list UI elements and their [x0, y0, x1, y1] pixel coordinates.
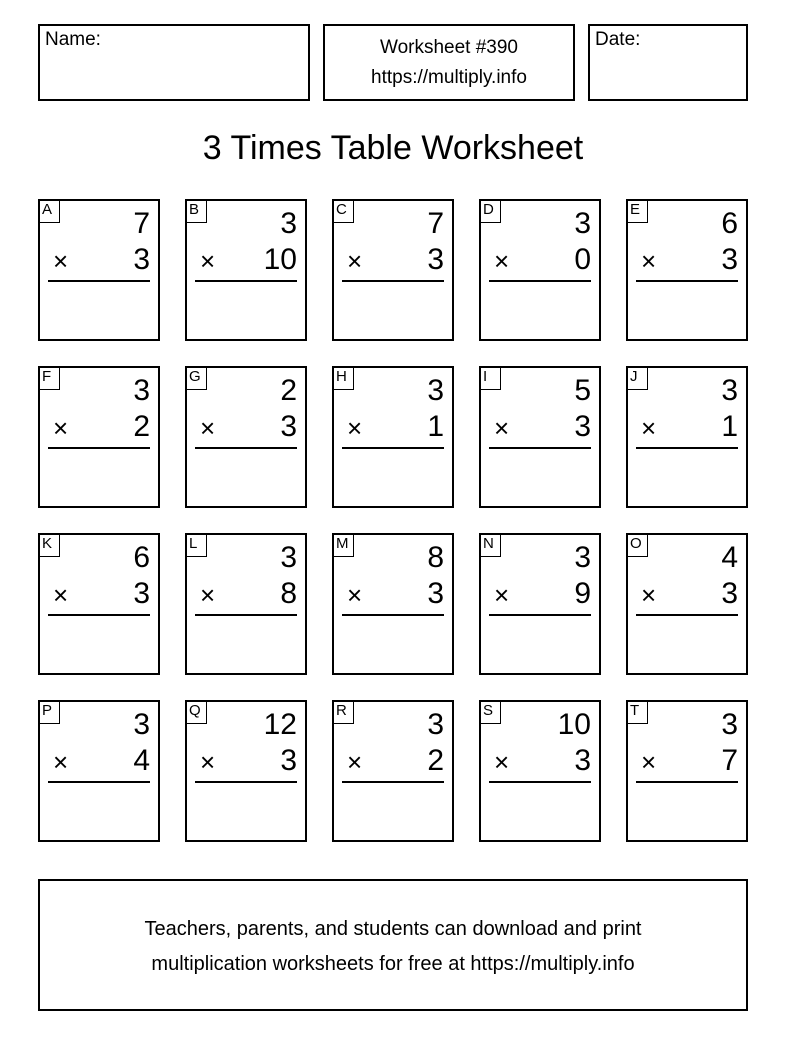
times-sign: ×: [347, 246, 363, 276]
times-sign: ×: [200, 246, 216, 276]
problem-letter: J: [626, 366, 648, 390]
problem-card-g[interactable]: [185, 366, 307, 508]
problem-card-s[interactable]: [479, 700, 601, 842]
multiplicand: 3: [721, 374, 738, 407]
problem-card-e[interactable]: [626, 199, 748, 341]
problem-card-k[interactable]: [38, 533, 160, 675]
multiplier: 1: [427, 410, 444, 443]
answer-line: [342, 614, 444, 616]
multiplier: 7: [721, 744, 738, 777]
problem-letter: Q: [185, 700, 207, 724]
multiplicand: 2: [280, 374, 297, 407]
multiplicand: 3: [280, 207, 297, 240]
answer-line: [342, 781, 444, 783]
multiplicand: 3: [133, 708, 150, 741]
multiplicand: 10: [557, 708, 591, 741]
multiplier: 3: [574, 410, 591, 443]
multiplier: 3: [574, 744, 591, 777]
problem-letter: R: [332, 700, 354, 724]
worksheet-url: https://multiply.info: [371, 67, 527, 88]
times-sign: ×: [53, 580, 69, 610]
multiplicand: 6: [721, 207, 738, 240]
problem-card-h[interactable]: [332, 366, 454, 508]
times-sign: ×: [641, 246, 657, 276]
footer-box: [38, 879, 748, 1011]
multiplicand: 6: [133, 541, 150, 574]
date-field-box[interactable]: [588, 24, 748, 101]
problem-letter: S: [479, 700, 501, 724]
multiplier: 3: [280, 410, 297, 443]
problem-card-t[interactable]: [626, 700, 748, 842]
multiplier: 1: [721, 410, 738, 443]
problem-letter: L: [185, 533, 207, 557]
multiplicand: 3: [574, 541, 591, 574]
problem-card-o[interactable]: [626, 533, 748, 675]
multiplicand: 3: [133, 374, 150, 407]
problem-card-p[interactable]: [38, 700, 160, 842]
times-sign: ×: [200, 413, 216, 443]
multiplier: 2: [427, 744, 444, 777]
answer-line: [195, 614, 297, 616]
name-field-box[interactable]: [38, 24, 310, 101]
problem-letter: I: [479, 366, 501, 390]
footer-line-1: Teachers, parents, and students can download and print: [144, 918, 642, 940]
answer-line: [636, 614, 738, 616]
multiplier: 4: [133, 744, 150, 777]
problem-letter: O: [626, 533, 648, 557]
problem-card-c[interactable]: [332, 199, 454, 341]
multiplier: 3: [133, 577, 150, 610]
times-sign: ×: [494, 413, 510, 443]
multiplier: 10: [263, 243, 297, 276]
times-sign: ×: [53, 413, 69, 443]
multiplier: 9: [574, 577, 591, 610]
multiplicand: 8: [427, 541, 444, 574]
times-sign: ×: [494, 246, 510, 276]
problem-card-n[interactable]: [479, 533, 601, 675]
problem-letter: N: [479, 533, 501, 557]
footer-line-2: multiplication worksheets for free at https://multiply.info: [151, 953, 635, 975]
problem-card-d[interactable]: [479, 199, 601, 341]
problem-letter: A: [38, 199, 60, 223]
multiplier: 3: [280, 744, 297, 777]
multiplicand: 4: [721, 541, 738, 574]
answer-line: [636, 280, 738, 282]
problem-letter: H: [332, 366, 354, 390]
multiplicand: 5: [574, 374, 591, 407]
problem-letter: F: [38, 366, 60, 390]
multiplier: 3: [721, 577, 738, 610]
answer-line: [489, 280, 591, 282]
page-title: 3 Times Table Worksheet: [202, 129, 584, 167]
problem-letter: B: [185, 199, 207, 223]
multiplier: 2: [133, 410, 150, 443]
problem-card-i[interactable]: [479, 366, 601, 508]
multiplier: 0: [574, 243, 591, 276]
worksheet-info-box: [323, 24, 575, 101]
times-sign: ×: [200, 580, 216, 610]
multiplicand: 3: [280, 541, 297, 574]
multiplicand: 12: [263, 708, 297, 741]
answer-line: [636, 781, 738, 783]
multiplicand: 7: [133, 207, 150, 240]
answer-line: [48, 280, 150, 282]
problem-letter: C: [332, 199, 354, 223]
worksheet-number: Worksheet #390: [379, 37, 518, 58]
problem-card-j[interactable]: [626, 366, 748, 508]
multiplicand: 7: [427, 207, 444, 240]
problem-card-m[interactable]: [332, 533, 454, 675]
times-sign: ×: [200, 747, 216, 777]
problem-letter: G: [185, 366, 207, 390]
problem-letter: D: [479, 199, 501, 223]
times-sign: ×: [53, 747, 69, 777]
multiplicand: 3: [574, 207, 591, 240]
times-sign: ×: [641, 413, 657, 443]
answer-line: [48, 614, 150, 616]
answer-line: [342, 280, 444, 282]
times-sign: ×: [641, 580, 657, 610]
times-sign: ×: [347, 580, 363, 610]
answer-line: [48, 781, 150, 783]
problem-letter: E: [626, 199, 648, 223]
multiplier: 3: [427, 577, 444, 610]
multiplier: 3: [133, 243, 150, 276]
answer-line: [489, 614, 591, 616]
answer-line: [489, 781, 591, 783]
answer-line: [636, 447, 738, 449]
problem-card-b[interactable]: [185, 199, 307, 341]
answer-line: [195, 447, 297, 449]
problem-card-a[interactable]: [38, 199, 160, 341]
problem-card-q[interactable]: [185, 700, 307, 842]
date-label: Date:: [595, 29, 641, 50]
answer-line: [195, 781, 297, 783]
problem-card-l[interactable]: [185, 533, 307, 675]
name-label: Name:: [45, 29, 101, 50]
problem-letter: T: [626, 700, 648, 724]
multiplier: 3: [427, 243, 444, 276]
times-sign: ×: [494, 580, 510, 610]
times-sign: ×: [347, 747, 363, 777]
times-sign: ×: [53, 246, 69, 276]
answer-line: [48, 447, 150, 449]
problem-card-f[interactable]: [38, 366, 160, 508]
problem-letter: K: [38, 533, 60, 557]
problem-letter: P: [38, 700, 60, 724]
multiplicand: 3: [427, 374, 444, 407]
answer-line: [195, 280, 297, 282]
multiplicand: 3: [427, 708, 444, 741]
problem-letter: M: [332, 533, 354, 557]
multiplicand: 3: [721, 708, 738, 741]
times-sign: ×: [641, 747, 657, 777]
times-sign: ×: [347, 413, 363, 443]
problem-card-r[interactable]: [332, 700, 454, 842]
times-sign: ×: [494, 747, 510, 777]
multiplier: 3: [721, 243, 738, 276]
answer-line: [342, 447, 444, 449]
multiplier: 8: [280, 577, 297, 610]
answer-line: [489, 447, 591, 449]
